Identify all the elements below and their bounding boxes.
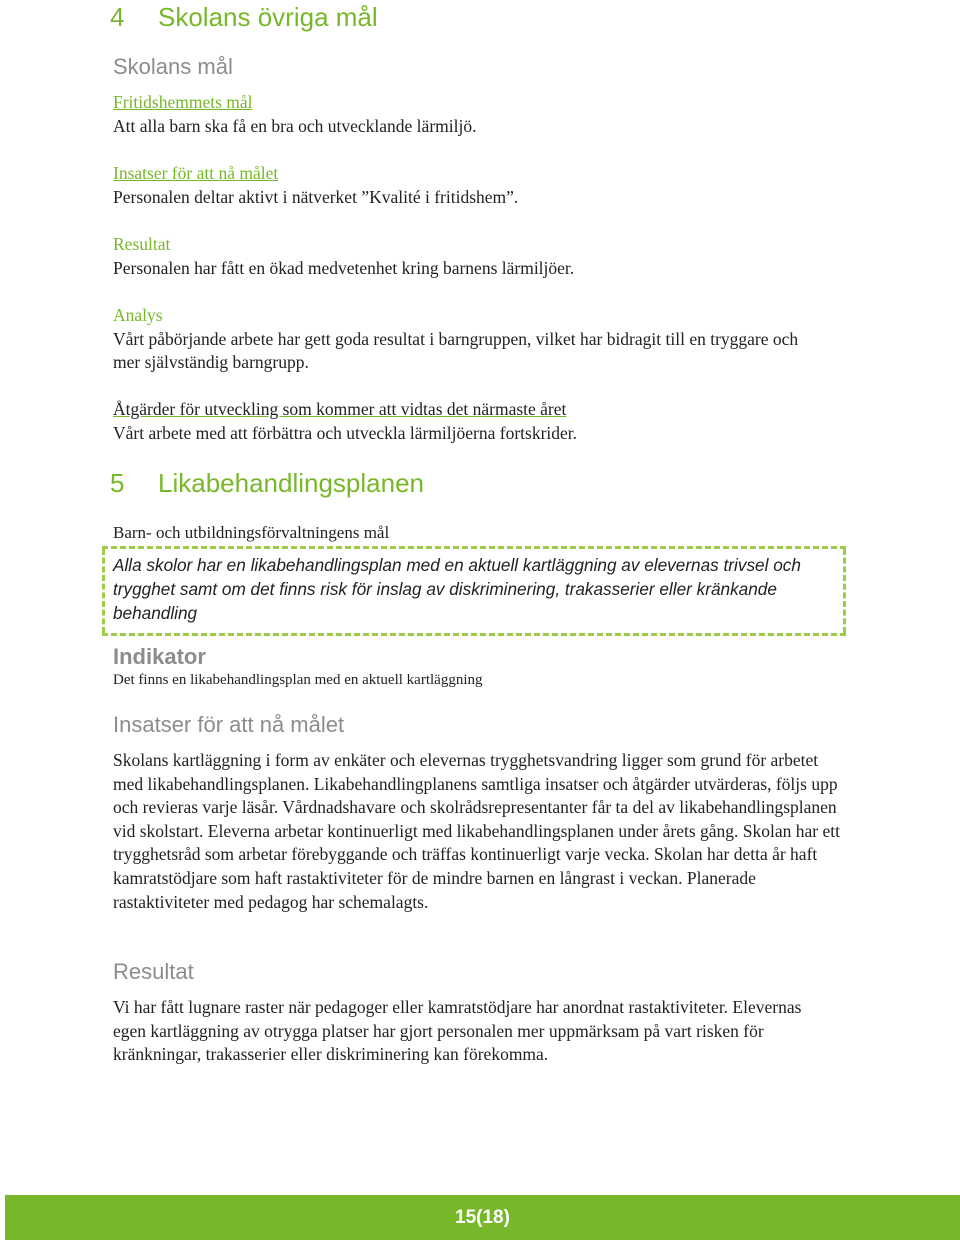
section-4-number: 4: [110, 2, 125, 32]
measures-text: Vårt arbete med att förbättra och utveckla lärmiljöerna fortskrider.: [113, 422, 578, 443]
admin-goal-label: Barn- och utbildningsförvaltningens mål: [113, 523, 390, 542]
goal-label: Fritidshemmets mål: [113, 92, 253, 112]
result-text: Personalen har fått en ökad medvetenhet kring barnens lärmiljöer.: [113, 257, 575, 278]
page-footer: [5, 1195, 960, 1240]
section-5-heading: [110, 468, 424, 499]
result-heading: Resultat: [113, 959, 194, 984]
goal-block: [113, 91, 848, 138]
analysis-block: [113, 304, 848, 375]
indicator-text: Det finns en likabehandlingsplan med en aktuell kartläggning: [113, 672, 483, 688]
admin-goal-text: Alla skolor har en likabehandlingsplan med en aktuell kartläggning av elevernas trivsel och trygghet samt om det finns risk för inslag av diskriminering, trakasserier eller kränkande behandling: [113, 555, 801, 623]
analysis-label: Analys: [113, 305, 163, 325]
goal-text: Att alla barn ska få en bra och utvecklande lärmiljö.: [113, 115, 477, 136]
analysis-text: Vårt påbörjande arbete har gett goda resultat i barngruppen, vilket har bidragit till en tryggare och mer självständig barngrupp.: [113, 328, 799, 372]
section-4-subheading: Skolans mål: [113, 54, 233, 79]
admin-goal-label-block: [113, 521, 848, 545]
section-4-heading: [110, 2, 378, 33]
actions-label: Insatser för att nå målet: [113, 163, 279, 183]
result-block: [113, 233, 848, 280]
indicator-heading: Indikator: [113, 644, 206, 669]
section-5-number: 5: [110, 468, 125, 498]
measures-block: [113, 398, 848, 445]
actions-paragraph: Skolans kartläggning i form av enkäter och elevernas trygghetsvandring ligger som grund för arbetet med likabehandlingsplanen. Likabehandlingplanens samtliga insatser och åtgärder utvärderas, följs upp och revieras varje läsår. Vårdnadshavare och skolrådsrepresentanter får ta del av likabehandlingsplanen vid skolstart. Eleverna arbetar kontinuerligt med likabehandlingsplanen under årets gång. Skolan har ett trygghetsråd som arbetar förebyggande och träffas kontinuerligt varje vecka. Skolan har detta år haft kamratstödjare som haft rastaktiviteter för de mindre barnen en långrast i veckan. Planerade rastaktiviteter med pedagog har schemalagts.: [113, 750, 841, 912]
section-4-title: Skolans övriga mål: [158, 2, 378, 32]
result-label: Resultat: [113, 234, 171, 254]
result-paragraph: Vi har fått lugnare raster när pedagoger eller kamratstödjare har anordnat rastaktiviteter. Elevernas egen kartläggning av otrygga platser har gjort personalen mer uppmärksam på vart risken för kränkningar, trakasserier eller diskriminering kan förekomma.: [113, 997, 802, 1065]
actions-block: [113, 162, 848, 209]
section-5-title: Likabehandlingsplanen: [158, 468, 425, 498]
actions-text: Personalen deltar aktivt i nätverket ”Kvalité i fritidshem”.: [113, 186, 519, 207]
page-number: 15(18): [455, 1206, 510, 1228]
measures-label: Åtgärder för utveckling som kommer att vidtas det närmaste året: [113, 399, 567, 419]
actions-heading: Insatser för att nå målet: [113, 712, 345, 737]
